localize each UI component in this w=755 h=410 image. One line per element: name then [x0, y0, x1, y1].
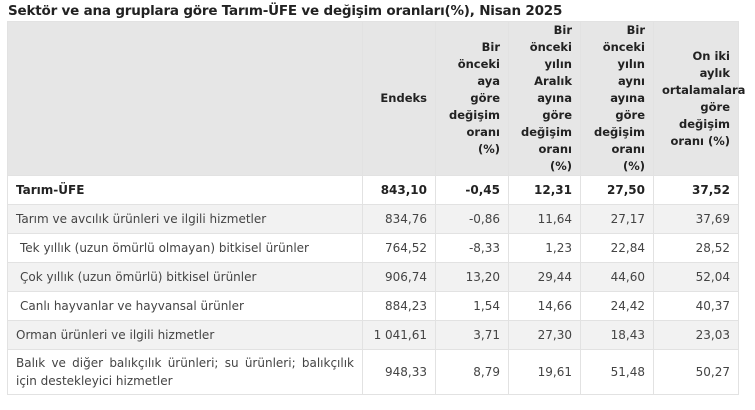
cell-monthly: 8,79 — [436, 350, 509, 395]
table-row — [8, 263, 739, 292]
cell-12month: 50,27 — [654, 350, 739, 395]
cell-annual: 27,17 — [581, 205, 654, 234]
tarim-ufe-table — [7, 21, 746, 395]
table-row — [8, 321, 739, 350]
table-row — [8, 350, 739, 395]
table-row — [8, 205, 739, 234]
cell-december: 14,66 — [509, 292, 581, 321]
cell-12month: 37,52 — [654, 176, 739, 205]
header-row — [8, 22, 739, 176]
cell-12month: 37,69 — [654, 205, 739, 234]
cell-monthly: 3,71 — [436, 321, 509, 350]
cell-december: 19,61 — [509, 350, 581, 395]
header-label — [8, 22, 363, 176]
cell-annual: 44,60 — [581, 263, 654, 292]
header-endeks: Endeks — [363, 22, 436, 176]
cell-monthly: 13,20 — [436, 263, 509, 292]
cell-december: 11,64 — [509, 205, 581, 234]
cell-annual: 18,43 — [581, 321, 654, 350]
cell-december: 27,30 — [509, 321, 581, 350]
cell-endeks: 843,10 — [363, 176, 436, 205]
header-annual-change: Bir önceki yılın aynı ayına göre değişim oranı (%) — [581, 22, 654, 176]
cell-12month: 23,03 — [654, 321, 739, 350]
cell-annual: 51,48 — [581, 350, 654, 395]
row-label: Tarım-ÜFE — [8, 176, 363, 205]
cell-monthly: 1,54 — [436, 292, 509, 321]
cell-monthly: -8,33 — [436, 234, 509, 263]
cell-12month: 52,04 — [654, 263, 739, 292]
row-label: Tarım ve avcılık ürünleri ve ilgili hizmetler — [8, 205, 363, 234]
table-row — [8, 176, 739, 205]
cell-endeks: 764,52 — [363, 234, 436, 263]
header-monthly-change: Bir önceki aya göre değişim oranı (%) — [436, 22, 509, 176]
cell-december: 29,44 — [509, 263, 581, 292]
cell-monthly: -0,86 — [436, 205, 509, 234]
cell-12month: 28,52 — [654, 234, 739, 263]
row-label: Tek yıllık (uzun ömürlü olmayan) bitkisel ürünler — [8, 234, 363, 263]
cell-annual: 22,84 — [581, 234, 654, 263]
cell-annual: 24,42 — [581, 292, 654, 321]
row-label: Çok yıllık (uzun ömürlü) bitkisel ürünler — [8, 263, 363, 292]
row-label: Canlı hayvanlar ve hayvansal ürünler — [8, 292, 363, 321]
cell-december: 12,31 — [509, 176, 581, 205]
cell-endeks: 906,74 — [363, 263, 436, 292]
row-label: Balık ve diğer balıkçılık ürünleri; su ürünleri; balıkçılık için destekleyici hizmetler — [8, 350, 363, 395]
cell-12month: 40,37 — [654, 292, 739, 321]
table-title: Sektör ve ana gruplara göre Tarım-ÜFE ve değişim oranları(%), Nisan 2025 — [8, 3, 563, 19]
table-row — [8, 234, 739, 263]
cell-monthly: -0,45 — [436, 176, 509, 205]
cell-endeks: 948,33 — [363, 350, 436, 395]
cell-endeks: 834,76 — [363, 205, 436, 234]
cell-endeks: 1 041,61 — [363, 321, 436, 350]
header-12month-avg-change: On iki aylık ortalamalara göre değişim oranı (%) — [654, 22, 739, 176]
cell-december: 1,23 — [509, 234, 581, 263]
cell-annual: 27,50 — [581, 176, 654, 205]
table-row — [8, 292, 739, 321]
header-december-change: Bir önceki yılın Aralık ayına göre değişim oranı (%) — [509, 22, 581, 176]
cell-endeks: 884,23 — [363, 292, 436, 321]
row-label: Orman ürünleri ve ilgili hizmetler — [8, 321, 363, 350]
